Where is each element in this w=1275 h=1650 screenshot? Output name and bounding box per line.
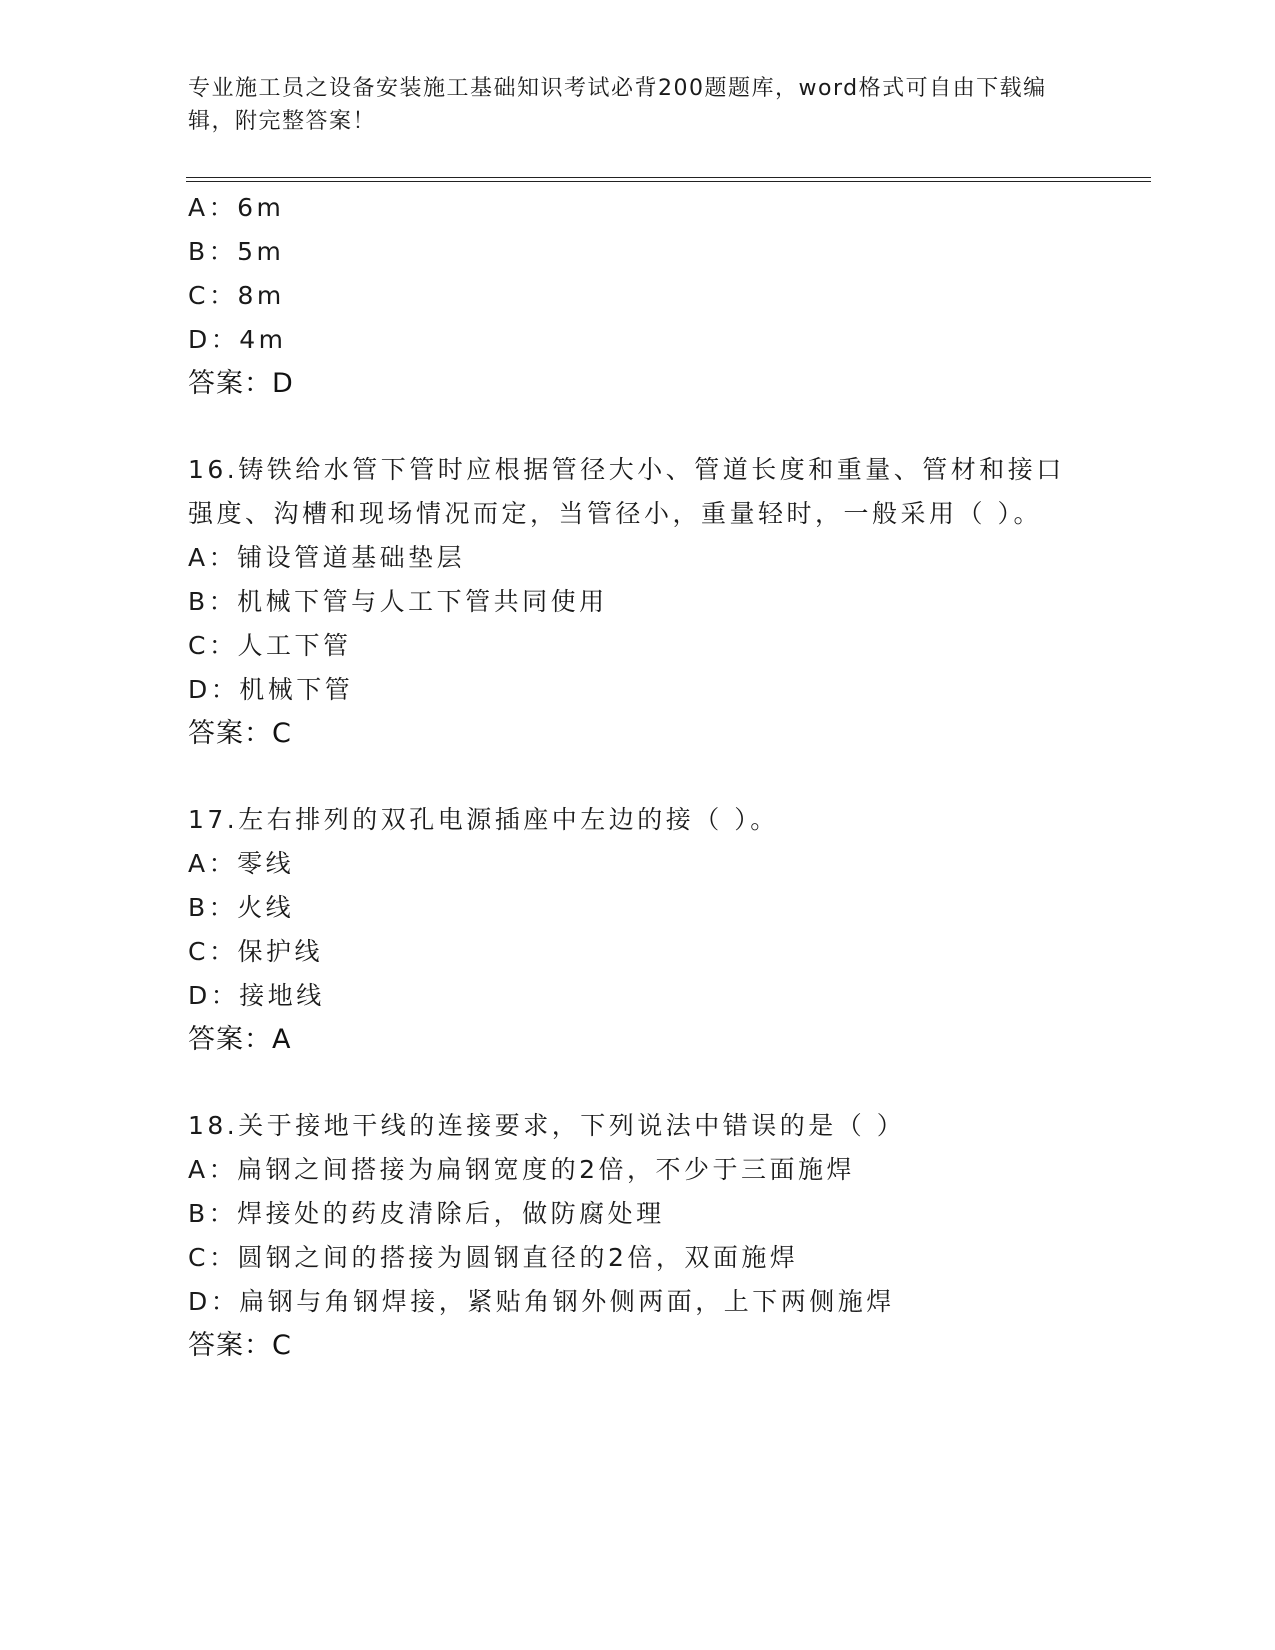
q17-option-a: A：零线: [188, 849, 295, 878]
q17-answer: 答案：A: [188, 1024, 292, 1055]
q17-option-c: C：保护线: [188, 937, 323, 966]
q18-option-a: A：扁钢之间搭接为扁钢宽度的2倍，不少于三面施焊: [188, 1155, 856, 1184]
q15-option-a: A：6m: [188, 193, 285, 222]
q16-option-a: A：铺设管道基础垫层: [188, 543, 466, 572]
q17-option-b: B：火线: [188, 893, 295, 922]
q18-option-d: D：扁钢与角钢焊接，紧贴角钢外侧两面，上下两侧施焊: [188, 1287, 895, 1316]
q15-option-c: C：8m: [188, 281, 285, 310]
header-rule-bottom: [186, 181, 1151, 182]
q16-stem-line1: 16.铸铁给水管下管时应根据管径大小、管道长度和重量、管材和接口: [188, 455, 1065, 484]
document-header: 专业施工员之设备安装施工基础知识考试必背200题题库，word格式可自由下载编辑，附完整答案！: [188, 76, 1047, 134]
q17-stem: 17.左右排列的双孔电源插座中左边的接（ ）。: [188, 805, 779, 834]
q17-option-d: D：接地线: [188, 981, 325, 1010]
header-rule-top: [186, 177, 1151, 178]
q15-answer: 答案：D: [188, 368, 294, 399]
q16-option-c: C：人工下管: [188, 631, 352, 660]
q15-option-d: D：4m: [188, 325, 287, 354]
q18-option-b: B：焊接处的药皮清除后，做防腐处理: [188, 1199, 665, 1228]
q16-stem-line2: 强度、沟槽和现场情况而定，当管径小，重量轻时，一般采用（ ）。: [188, 499, 1042, 528]
q18-stem: 18.关于接地干线的连接要求，下列说法中错误的是（ ）: [188, 1111, 906, 1140]
q16-option-d: D：机械下管: [188, 675, 354, 704]
q15-option-b: B：5m: [188, 237, 285, 266]
q16-answer: 答案：C: [188, 718, 292, 749]
q16-option-b: B：机械下管与人工下管共同使用: [188, 587, 608, 616]
q18-option-c: C：圆钢之间的搭接为圆钢直径的2倍，双面施焊: [188, 1243, 799, 1272]
q18-answer: 答案：C: [188, 1330, 292, 1361]
